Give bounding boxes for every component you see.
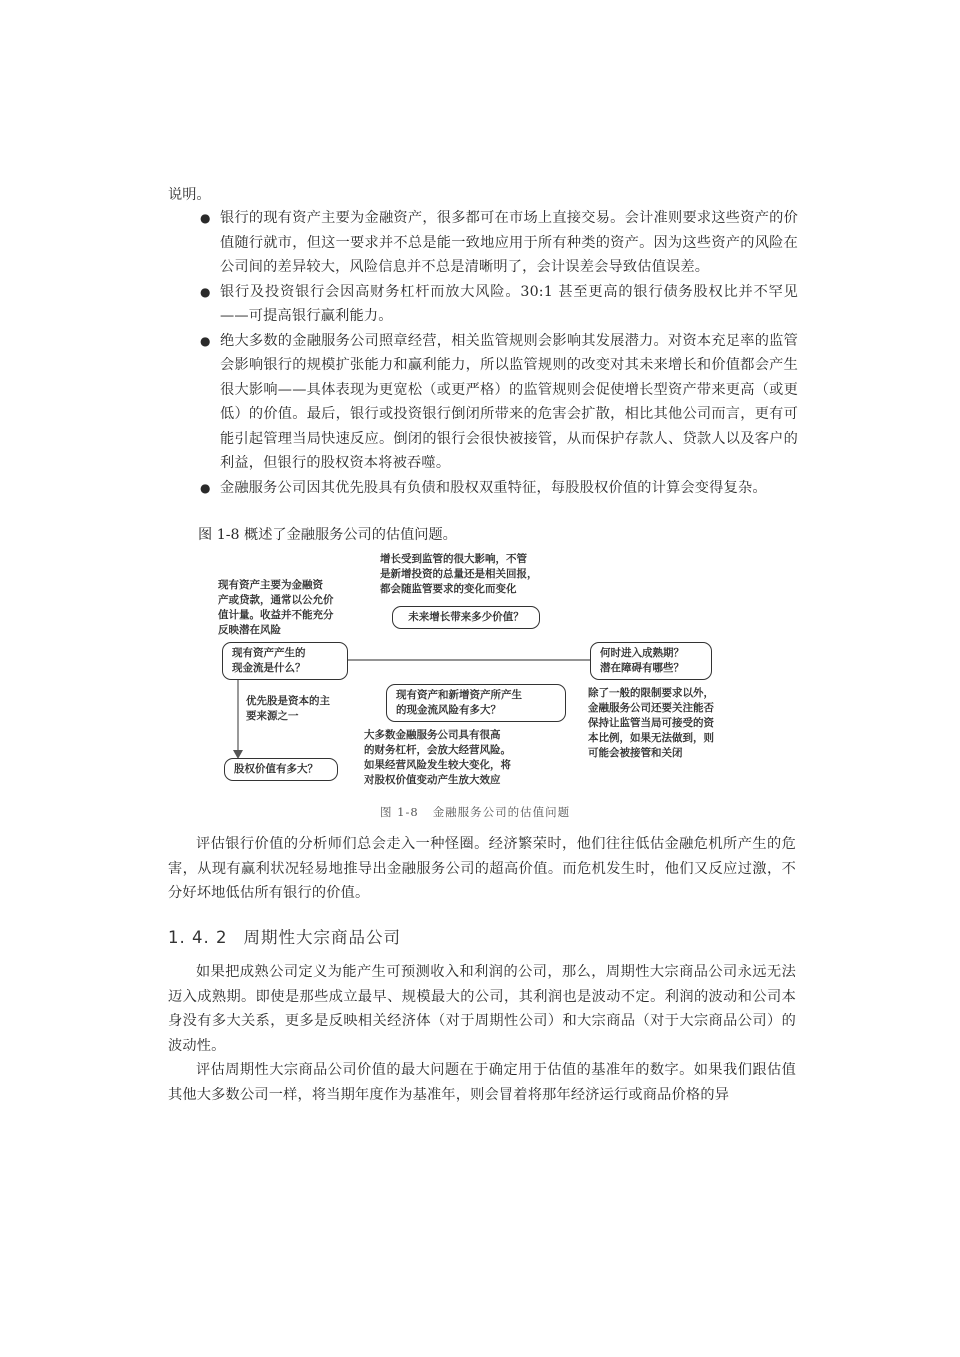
bullet-item: ● 银行及投资银行会因高财务杠杆而放大风险。30:1 甚至更高的银行债务股权比并不罕见——可提高银行赢利能力。 xyxy=(198,280,798,329)
bullet-item: ● 金融服务公司因其优先股具有负债和股权双重特征，每股股权价值的计算会变得复杂。 xyxy=(198,476,798,501)
section-body xyxy=(168,960,796,1107)
bullet-dot-icon: ● xyxy=(200,480,211,495)
valuation-diagram xyxy=(200,548,760,788)
box-equity-value: 股权价值有多大？ xyxy=(224,758,338,781)
note-growth-regulation: 增长受到监管的很大影响，不管 是新增投资的总量还是相关回报， 都会随监管要求的变化而变化 xyxy=(380,553,538,595)
lead-text: 说明。 xyxy=(168,187,211,203)
section-title: 周期性大宗商品公司 xyxy=(243,928,401,947)
figure-caption xyxy=(380,804,570,820)
figure-caption-number: 图 1-8 xyxy=(380,805,419,819)
box-future-growth: 未来增长带来多少价值？ xyxy=(392,606,540,629)
section-heading xyxy=(168,924,401,948)
paragraph-after-figure: 评估银行价值的分析师们总会走入一种怪圈。经济繁荣时，他们往往低估金融危机所产生的危害，从现有赢利状况轻易地推导出金融服务公司的超高价值。而危机发生时，他们又反应过激，不分好坏地低估所有银行的价值。 xyxy=(168,836,796,901)
box-cashflow-risk: 现有资产和新增资产所产生 的现金流风险有多大？ xyxy=(386,684,566,722)
bullet-item: ● 银行的现有资产主要为金融资产，很多都可在市场上直接交易。会计准则要求这些资产的价值随行就市，但这一要求并不总是能一致地应用于所有种类的资产。因为这些资产的风险在公司间的差异较大，风险信息并不总是清晰明了，会计误差会导致估值误差。 xyxy=(198,206,798,280)
note-capital-requirement: 除了一般的限制要求以外， 金融服务公司还要关注能否 保持让监管当局可接受的资 本比例，如果无法做到，则 可能会被接管和关闭 xyxy=(588,687,714,759)
bullet-dot-icon: ● xyxy=(200,284,211,299)
bullet-list xyxy=(198,206,798,500)
bullet-dot-icon: ● xyxy=(200,211,211,225)
figure-intro-text: 图 1-8 概述了金融服务公司的估值问题。 xyxy=(198,527,457,543)
note-leverage: 大多数金融服务公司具有很高 的财务杠杆，会放大经营风险。 如果经营风险发生较大变化，将 对股权价值变动产生放大效应 xyxy=(364,729,511,786)
figure-caption-title: 金融服务公司的估值问题 xyxy=(432,805,571,819)
bullet-dot-icon: ● xyxy=(200,333,211,348)
note-preferred-stock: 优先股是资本的主 要来源之一 xyxy=(246,695,330,722)
section-paragraph: 如果把成熟公司定义为能产生可预测收入和利润的公司，那么，周期性大宗商品公司永远无法迈入成熟期。即使是那些成立最早、规模最大的公司，其利润也是波动不定。利润的波动和公司本身没有多大关系，更多是反映相关经济体（对于周期性公司）和大宗商品（对于大宗商品公司）的波动性。 xyxy=(168,964,796,1054)
box-existing-cashflow: 现有资产产生的 现金流是什么？ xyxy=(222,642,348,680)
section-paragraph: 评估周期性大宗商品公司价值的最大问题在于确定用于估值的基准年的数字。如果我们跟估值其他大多数公司一样，将当期年度作为基准年，则会冒着将那年经济运行或商品价格的异 xyxy=(168,1062,796,1103)
box-maturity: 何时进入成熟期？ 潜在障碍有哪些？ xyxy=(590,642,712,680)
section-number: 1. 4. 2 xyxy=(168,928,228,947)
note-existing-assets: 现有资产主要为金融资 产或贷款，通常以公允价 值计量。收益并不能充分 反映潜在风险 xyxy=(218,579,334,636)
bullet-item: ● 绝大多数的金融服务公司照章经营，相关监管规则会影响其发展潜力。对资本充足率的监管会影响银行的规模扩张能力和赢利能力，所以监管规则的改变对其未来增长和价值都会产生很大影响——具体表现为更宽松（或更严格）的监管规则会促使增长型资产带来更高（或更低）的价值。最后，银行或投资银行倒闭所带来的危害会扩散，相比其他公司而言，更有可能引起管理当局快速反应。倒闭的银行会很快被接管，从而保护存款人、贷款人以及客户的利益，但银行的股权资本将被吞噬。 xyxy=(198,329,798,476)
